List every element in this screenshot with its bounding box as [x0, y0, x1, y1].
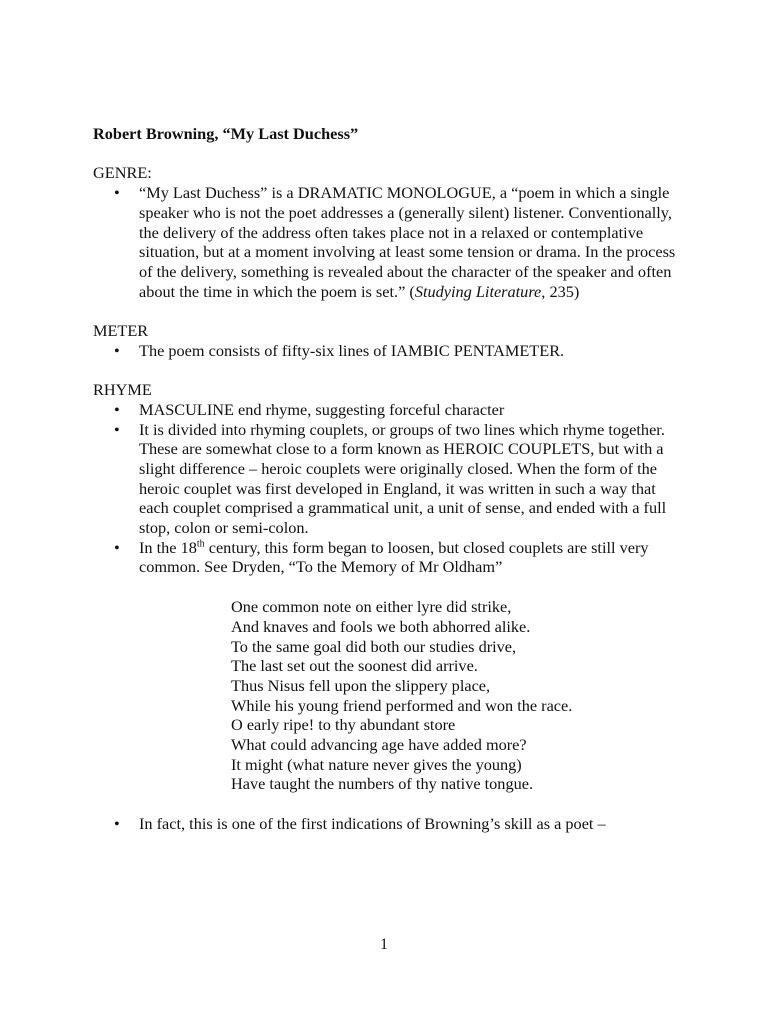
rhyme-bullet-3: [93, 538, 683, 577]
poem-line: One common note on either lyre did strike,: [231, 597, 512, 617]
rhyme-bullet-2: • It is divided into rhyming couplets, or groups of two lines which rhyme together. These are somewhat close to a form known as HEROIC COUPLETS, but with a slight difference – heroic couplets were originally closed. When the form of the heroic couplet was first developed in England, it was written in such a way that each couplet comprised a grammatical unit, a unit of sense, and ended with a full stop, colon or semi-colon.: [93, 420, 683, 538]
poem-line: The last set out the soonest did arrive.: [231, 656, 478, 676]
poem-line: Thus Nisus fell upon the slippery place,: [231, 675, 491, 695]
citation-page: , 235): [541, 281, 580, 301]
genre-list: [93, 183, 683, 301]
meter-list: [93, 341, 683, 361]
document-title: Robert Browning, “My Last Duchess”: [93, 124, 359, 143]
poem-line: While his young friend performed and won the race.: [231, 695, 573, 715]
document-body: [93, 124, 683, 853]
citation-title: Studying Literature: [414, 281, 542, 301]
section-heading-meter: METER: [93, 321, 149, 340]
poem-line: Have taught the numbers of thy native tongue.: [231, 774, 534, 794]
poem-line: What could advancing age have added more?: [231, 735, 527, 755]
page-number: 1: [380, 936, 388, 953]
section-heading-rhyme: RHYME: [93, 380, 152, 400]
meter-bullet-1: • The poem consists of fifty-six lines of IAMBIC PENTAMETER.: [93, 341, 683, 361]
poem-excerpt: [93, 597, 683, 794]
rhyme-list-continued: [93, 814, 683, 834]
rhyme-list: [93, 400, 683, 577]
genre-bullet-1: [93, 183, 683, 301]
rhyme-bullet-1: • MASCULINE end rhyme, suggesting forceful character: [93, 400, 683, 420]
genre-bullet-1-text: “My Last Duchess” is a DRAMATIC MONOLOGUE, a “poem in which a single speaker who is not the poet addresses a (generally silent) listener. Conventionally, the delivery of the address often takes place not in a relaxed or contemplative situation, but at a moment involving at least some tension or drama. In the process of the delivery, something is revealed about the character of the speaker and often about the time in which the poem is set.” (: [139, 183, 676, 301]
poem-line: To the same goal did both our studies drive,: [231, 636, 517, 656]
rhyme-bullet-3-start: In the 18: [139, 537, 197, 557]
rhyme-bullet-4: • In fact, this is one of the first indications of Browning’s skill as a poet –: [93, 814, 683, 834]
ordinal-superscript: th: [196, 538, 205, 550]
poem-line: And knaves and fools we both abhorred alike.: [231, 616, 531, 636]
poem-line: O early ripe! to thy abundant store: [231, 715, 456, 735]
section-heading-genre: GENRE:: [93, 163, 152, 183]
poem-line: It might (what nature never gives the young): [231, 754, 522, 774]
rhyme-bullet-3-end: century, this form began to loosen, but closed couplets are still very common. See Dryden, “To the Memory of Mr Oldham”: [139, 537, 649, 577]
